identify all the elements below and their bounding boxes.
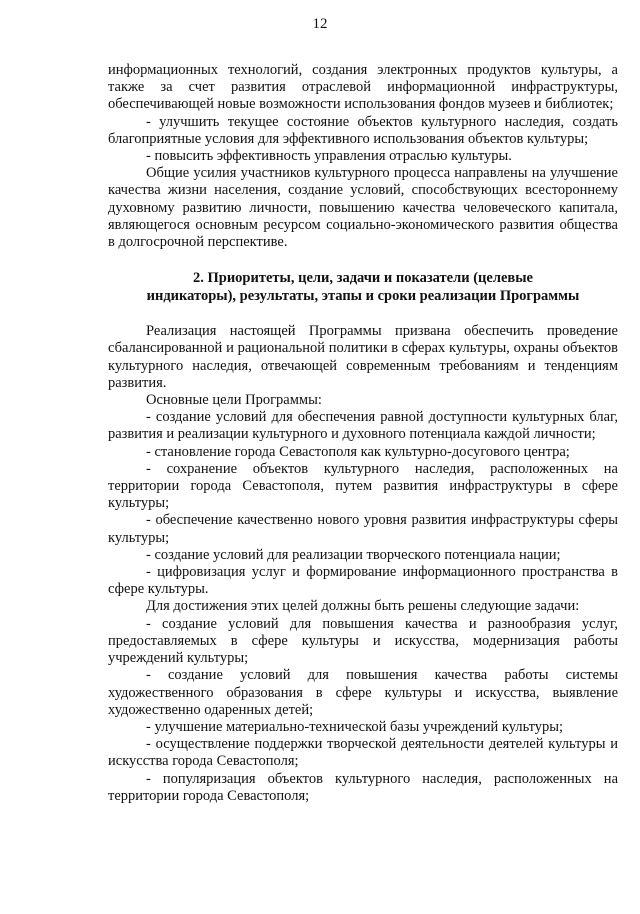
- document-body: [108, 62, 618, 805]
- list-item: - цифровизация услуг и формирование информационного пространства в сфере культуры.: [108, 564, 618, 598]
- section-heading: [108, 270, 618, 305]
- section-heading-line: 2. Приоритеты, цели, задачи и показатели (целевые: [192, 270, 533, 287]
- list-item: - осуществление поддержки творческой деятельности деятелей культуры и искусства города Севастополя;: [108, 736, 618, 770]
- paragraph: Для достижения этих целей должны быть решены следующие задачи:: [146, 598, 580, 615]
- list-item: - создание условий для повышения качества и разнообразия услуг, предоставляемых в сфере культуры и искусства, модернизация работы учреждений культуры;: [108, 615, 618, 667]
- paragraph: информационных технологий, создания электронных продуктов культуры, а также за счет развития отраслевой информационной инфраструктуры, обеспечивающей новые возможности использования фондов музеев и библиотек;: [108, 62, 618, 113]
- paragraph: Основные цели Программы:: [146, 392, 322, 409]
- list-item: - улучшение материально-технической базы учреждений культуры;: [146, 718, 564, 735]
- list-item: - популяризация объектов культурного наследия, расположенных на территории города Севастополя;: [108, 770, 618, 804]
- list-item: - создание условий для обеспечения равной доступности культурных благ, развития и реализации культурного и духовного потенциала каждой личности;: [108, 409, 618, 443]
- list-item: - обеспечение качественно нового уровня развития инфраструктуры сферы культуры;: [108, 512, 618, 546]
- paragraph: - повысить эффективность управления отраслью культуры.: [146, 148, 512, 165]
- paragraphs-top: [108, 62, 618, 251]
- paragraph: Общие усилия участников культурного процесса направлены на улучшение качества жизни населения, создание условий, способствующих всестороннему духовному развитию личности, повышению качества человеческого капитала, являющегося основным ресурсом социально-экономического развития общества в долгосрочной перспективе.: [108, 165, 618, 251]
- page-number: 12: [312, 16, 328, 32]
- list-item: - сохранение объектов культурного наследия, расположенных на территории города Севастополя, путем развития инфраструктуры в сфере культуры;: [108, 460, 618, 512]
- list-item: - становление города Севастополя как культурно-досугового центра;: [146, 443, 570, 460]
- list-item: - создание условий для реализации творческого потенциала нации;: [146, 546, 561, 563]
- paragraph: Реализация настоящей Программы призвана обеспечить проведение сбалансированной и рациональной политики в сферах культуры, охраны объектов культурного наследия, отвечающей современным требованиям и тенденциям развития.: [108, 323, 618, 391]
- paragraph: - улучшить текущее состояние объектов культурного наследия, создать благоприятные условия для эффективного использования объектов культуры;: [108, 113, 618, 147]
- section-heading-line: индикаторы), результаты, этапы и сроки реализации Программы: [146, 287, 580, 304]
- paragraphs-bottom: [108, 323, 618, 805]
- list-item: - создание условий для повышения качества работы системы художественного образования в сфере культуры и искусства, выявление художественно одаренных детей;: [108, 667, 618, 718]
